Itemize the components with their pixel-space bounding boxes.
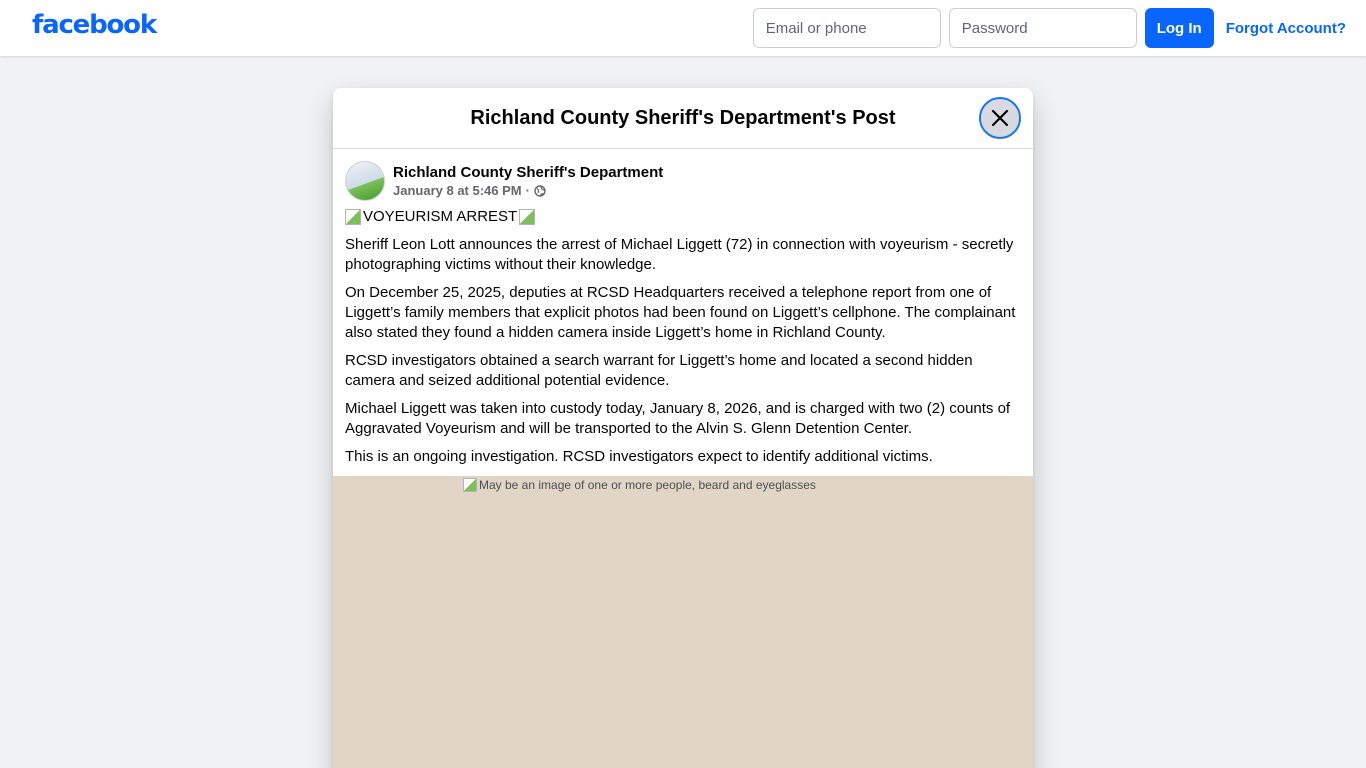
broken-image-icon — [463, 478, 477, 492]
post-paragraph: RCSD investigators obtained a search warrant for Liggett’s home and located a second hidden camera and seized additional potential evidence. — [345, 352, 973, 389]
post-modal — [333, 88, 1033, 768]
broken-image-icon — [345, 209, 361, 225]
post-body — [333, 149, 1033, 467]
post-paragraph: Michael Liggett was taken into custody today, January 8, 2026, and is charged with two (2) counts of Aggravated Voyeurism and will be transported to the Alvin S. Glenn Detention Center. — [345, 400, 1011, 437]
post-header — [345, 161, 1021, 201]
separator: · — [525, 183, 530, 198]
close-icon — [991, 109, 1009, 127]
post-meta — [393, 182, 663, 199]
timestamp[interactable]: January 8 at 5:46 PM — [393, 183, 522, 198]
globe-icon — [534, 185, 546, 197]
broken-image-icon — [519, 209, 535, 225]
modal-title: Richland County Sheriff's Department's Post — [470, 106, 896, 129]
top-navigation-bar — [0, 0, 1366, 56]
forgot-account-link[interactable]: Forgot Account? — [1225, 19, 1346, 37]
headline-text: VOYEURISM ARREST — [363, 208, 518, 225]
email-input[interactable] — [753, 8, 941, 48]
password-input[interactable] — [949, 8, 1137, 48]
post-image[interactable] — [333, 476, 1033, 768]
close-button[interactable] — [979, 97, 1021, 139]
image-alt-label: May be an image of one or more people, beard and eyeglasses — [479, 478, 816, 492]
login-form — [753, 8, 1346, 48]
author-name[interactable]: Richland County Sheriff's Department — [393, 164, 664, 181]
post-paragraph: On December 25, 2025, deputies at RCSD Headquarters received a telephone report from one of Liggett’s family members that explicit photos had been found on Liggett’s cellphone. The complainant also stated they found a hidden camera inside Liggett’s home in Richland County. — [345, 284, 1016, 341]
facebook-logo[interactable]: facebook — [32, 10, 156, 40]
image-alt-text — [463, 478, 816, 492]
post-paragraph: This is an ongoing investigation. RCSD investigators expect to identify additional victims. — [345, 448, 933, 465]
post-headline — [345, 207, 1021, 227]
post-paragraph: Sheriff Leon Lott announces the arrest of Michael Liggett (72) in connection with voyeurism - secretly photographing victims without their knowledge. — [345, 236, 1014, 273]
login-button[interactable]: Log In — [1145, 8, 1214, 48]
avatar[interactable] — [345, 161, 385, 201]
modal-header — [333, 88, 1033, 149]
